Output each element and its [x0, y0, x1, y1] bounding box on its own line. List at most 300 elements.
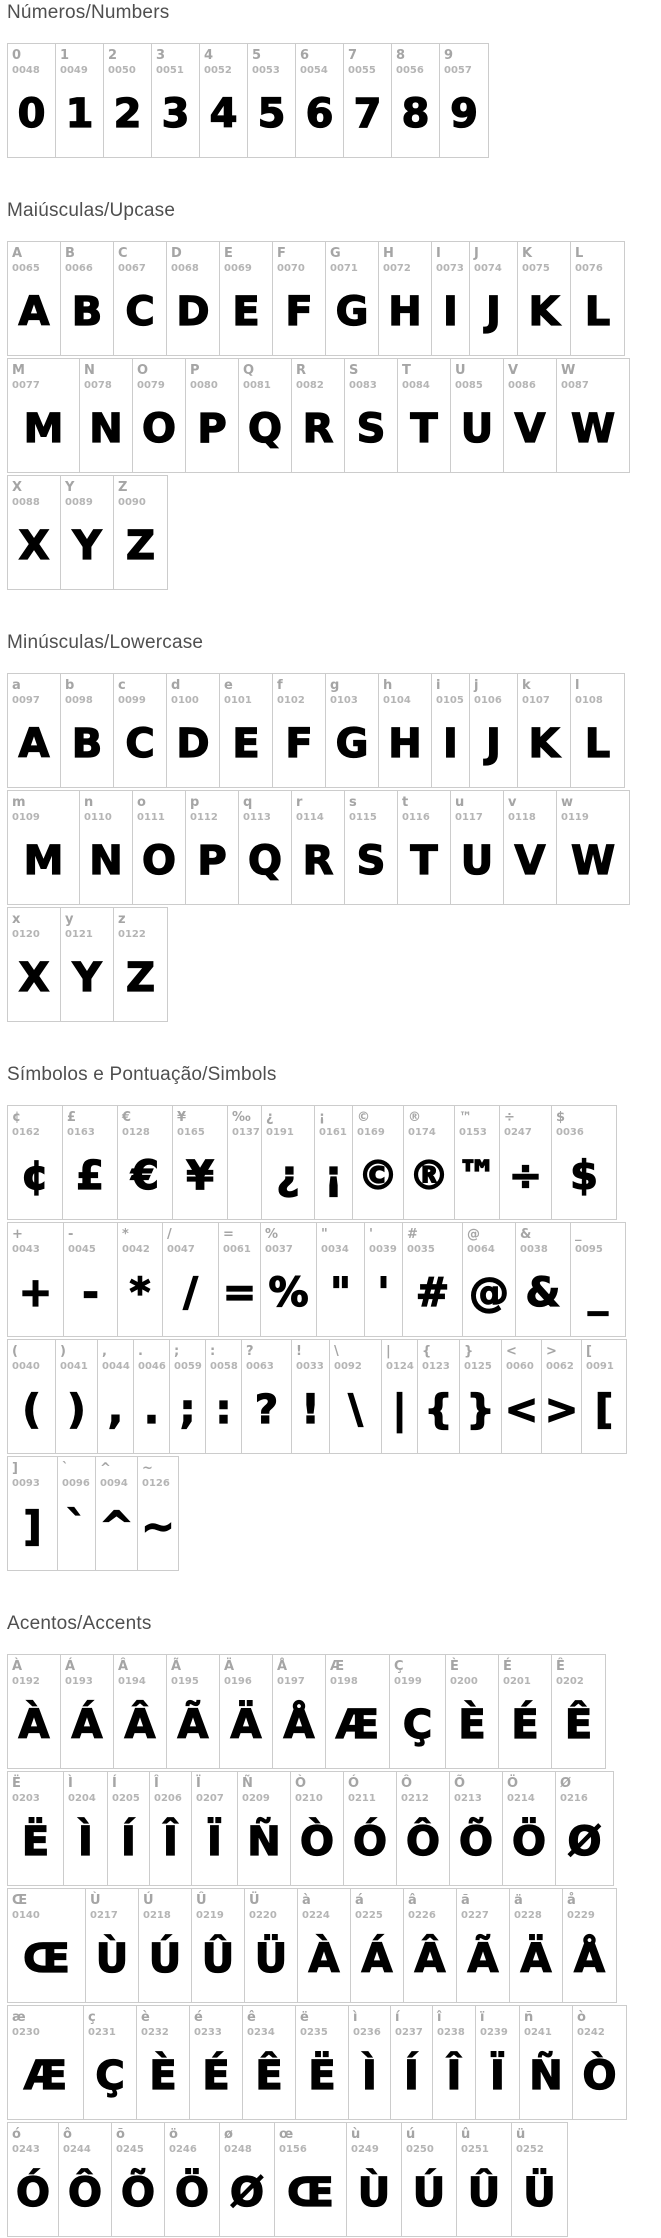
char-code: 0212 [401, 1793, 429, 1804]
charmap-uppercase [7, 241, 661, 590]
char-cell [8, 1655, 61, 1768]
char-code: 0107 [522, 695, 550, 706]
char-label: / [167, 1227, 172, 1242]
char-label: Ú [143, 1893, 154, 1908]
char-code: 0119 [561, 812, 589, 823]
char-label: ó [12, 2127, 21, 2142]
char-glyph: Ù [95, 1936, 129, 1982]
char-cell [510, 1889, 563, 2002]
char-code: 0137 [232, 1127, 260, 1138]
char-label: è [141, 2010, 150, 2025]
char-glyph: Í [121, 1819, 136, 1865]
char-label: ú [406, 2127, 416, 2142]
char-label: } [464, 1344, 474, 1359]
char-cell [518, 674, 571, 787]
char-cell [500, 1106, 552, 1219]
char-glyph: Ê [564, 1702, 593, 1748]
char-glyph: C [125, 721, 155, 767]
char-label: ? [246, 1344, 254, 1359]
char-glyph: ] [23, 1504, 42, 1550]
char-code: 0068 [171, 263, 199, 274]
char-cell [167, 674, 220, 787]
charmap-row [7, 673, 625, 788]
char-cell [8, 44, 56, 157]
char-glyph: S [356, 838, 386, 884]
char-code: 0098 [65, 695, 93, 706]
char-glyph: I [443, 289, 458, 335]
char-label: V [508, 363, 519, 378]
char-cell [8, 2123, 59, 2236]
char-code: 0128 [122, 1127, 150, 1138]
char-code: 0058 [210, 1361, 238, 1372]
char-label: õ [116, 2127, 125, 2142]
char-glyph: ¢ [21, 1153, 49, 1199]
char-glyph: % [268, 1270, 309, 1316]
char-label: R [296, 363, 307, 378]
char-glyph: A [18, 721, 50, 767]
char-label: Z [118, 480, 128, 495]
char-glyph: Œ [23, 1936, 70, 1982]
char-cell [291, 1772, 344, 1885]
char-code: 0213 [454, 1793, 482, 1804]
char-glyph: 0 [17, 91, 46, 137]
char-code: 0250 [406, 2144, 434, 2155]
section-accents [7, 1613, 661, 2237]
char-label: í [395, 2010, 400, 2025]
char-cell [379, 674, 432, 787]
char-label: Ü [249, 1893, 260, 1908]
char-label: : [210, 1344, 216, 1359]
char-label: | [386, 1344, 391, 1359]
char-cell [451, 359, 504, 472]
char-label: Ô [401, 1776, 413, 1791]
char-glyph: { [424, 1387, 453, 1433]
char-glyph: Ì [362, 2053, 377, 2099]
char-cell [150, 1772, 192, 1885]
char-glyph: ; [179, 1387, 196, 1433]
char-cell [504, 359, 557, 472]
char-cell [296, 44, 344, 157]
char-glyph: ® [409, 1153, 449, 1199]
char-label: B [65, 246, 75, 261]
char-code: 0093 [12, 1478, 40, 1489]
char-code: 0112 [190, 812, 218, 823]
char-cell [243, 2006, 296, 2119]
char-glyph: ) [67, 1387, 86, 1433]
char-cell [56, 1340, 98, 1453]
char-code: 0047 [167, 1244, 195, 1255]
char-glyph: ( [22, 1387, 41, 1433]
char-cell [353, 1106, 404, 1219]
char-glyph: 2 [113, 91, 142, 137]
char-code: 0085 [455, 380, 483, 391]
char-label: e [224, 678, 233, 693]
char-code: 0113 [243, 812, 271, 823]
char-glyph: L [584, 289, 611, 335]
char-glyph: Z [125, 523, 155, 569]
char-cell [219, 1223, 261, 1336]
char-glyph: 8 [401, 91, 430, 137]
char-glyph: Y [72, 523, 102, 569]
char-glyph: > [544, 1387, 579, 1433]
charmap-row [7, 1339, 627, 1454]
char-cell [542, 1340, 582, 1453]
char-cell [59, 2123, 112, 2236]
char-code: 0193 [65, 1676, 93, 1687]
char-glyph: È [149, 2053, 177, 2099]
char-cell [273, 674, 326, 787]
char-code: 0041 [60, 1361, 88, 1372]
char-glyph: Æ [335, 1702, 380, 1748]
char-glyph: [ [594, 1387, 614, 1433]
char-label: á [355, 1893, 364, 1908]
char-cell [349, 2006, 391, 2119]
char-label: ® [408, 1110, 421, 1125]
char-glyph: M [23, 406, 64, 452]
char-label: Œ [12, 1893, 28, 1908]
char-code: 0071 [330, 263, 358, 274]
char-label: ¥ [177, 1110, 187, 1125]
char-glyph: X [18, 523, 50, 569]
char-label: 6 [300, 48, 310, 63]
char-label: 1 [60, 48, 70, 63]
char-label: k [522, 678, 531, 693]
char-label: 3 [156, 48, 166, 63]
char-cell [418, 1340, 460, 1453]
char-cell [61, 242, 114, 355]
char-cell [8, 359, 80, 472]
char-glyph: I [443, 721, 458, 767]
char-label: s [349, 795, 357, 810]
char-label: 9 [444, 48, 454, 63]
char-code: 0191 [266, 1127, 294, 1138]
char-code: 0236 [353, 2027, 381, 2038]
char-cell [552, 1655, 605, 1768]
char-label: 0 [12, 48, 22, 63]
char-code: 0203 [12, 1793, 40, 1804]
char-code: 0111 [137, 812, 165, 823]
charmap-row [7, 1456, 179, 1571]
char-cell [457, 1889, 510, 2002]
char-code: 0216 [560, 1793, 588, 1804]
char-cell [8, 2006, 84, 2119]
char-label: ñ [524, 2010, 534, 2025]
char-cell [433, 2006, 476, 2119]
char-glyph: Ñ [247, 1819, 281, 1865]
char-code: 0156 [279, 2144, 307, 2155]
char-code: 0192 [12, 1676, 40, 1687]
char-label: ã [461, 1893, 470, 1908]
char-code: 0194 [118, 1676, 146, 1687]
char-cell [114, 1655, 167, 1768]
char-code: 0052 [204, 65, 232, 76]
char-glyph: K [528, 289, 560, 335]
char-glyph: N [89, 406, 123, 452]
char-cell [326, 242, 379, 355]
char-cell [139, 1889, 192, 2002]
char-cell [8, 476, 61, 589]
char-glyph: ¿ [276, 1153, 300, 1199]
char-glyph: D [176, 289, 210, 335]
char-code: 0092 [334, 1361, 362, 1372]
charmap-row [7, 358, 630, 473]
char-label: û [461, 2127, 471, 2142]
char-label: y [65, 912, 74, 927]
char-cell [345, 359, 398, 472]
char-code: 0228 [514, 1910, 542, 1921]
char-label: t [402, 795, 409, 810]
char-code: 0209 [242, 1793, 270, 1804]
char-cell [273, 1655, 326, 1768]
char-glyph: , [107, 1387, 124, 1433]
char-glyph: + [18, 1270, 53, 1316]
char-cell [96, 1457, 138, 1570]
char-label: S [349, 363, 359, 378]
section-title-numbers: Números/Numbers [7, 2, 170, 23]
char-label: Ñ [242, 1776, 253, 1791]
char-glyph: É [511, 1702, 539, 1748]
char-glyph: B [71, 721, 103, 767]
char-cell [248, 44, 296, 157]
charmap-symbols [7, 1105, 661, 1571]
char-glyph: Æ [23, 2053, 68, 2099]
char-code: 0126 [142, 1478, 170, 1489]
char-cell [8, 1889, 86, 2002]
char-cell [476, 2006, 520, 2119]
char-glyph: E [232, 721, 260, 767]
char-label: D [171, 246, 182, 261]
char-glyph: Å [574, 1936, 605, 1982]
char-glyph: Ü [254, 1936, 288, 1982]
char-label: H [383, 246, 394, 261]
char-code: 0234 [247, 2027, 275, 2038]
char-label: ¢ [12, 1110, 22, 1125]
char-label: j [474, 678, 479, 693]
char-label: O [137, 363, 149, 378]
char-cell [8, 1106, 63, 1219]
charmap-row [7, 475, 168, 590]
char-glyph: Û [467, 2170, 501, 2216]
char-cell [238, 1772, 291, 1885]
char-glyph: P [197, 838, 227, 884]
char-code: 0079 [137, 380, 165, 391]
char-glyph: E [232, 289, 260, 335]
char-label: É [503, 1659, 512, 1674]
char-cell [326, 674, 379, 787]
char-cell [137, 2006, 190, 2119]
char-code: 0074 [474, 263, 502, 274]
char-code: 0115 [349, 812, 377, 823]
char-cell [192, 1889, 245, 2002]
char-glyph: J [486, 289, 501, 335]
char-glyph: ~ [141, 1504, 175, 1550]
char-cell [134, 1340, 170, 1453]
char-label: € [122, 1110, 132, 1125]
char-label: à [302, 1893, 311, 1908]
char-glyph: Ü [523, 2170, 556, 2216]
char-glyph: Ø [229, 2170, 264, 2216]
char-label: T [402, 363, 411, 378]
char-glyph: R [302, 838, 334, 884]
char-label: < [506, 1344, 517, 1359]
char-cell [163, 1223, 219, 1336]
char-glyph: . [143, 1387, 160, 1433]
char-glyph: Ø [567, 1819, 602, 1865]
char-label: ! [296, 1344, 302, 1359]
char-code: 0202 [556, 1676, 584, 1687]
char-label: é [194, 2010, 203, 2025]
char-code: 0225 [355, 1910, 383, 1921]
char-cell [518, 242, 571, 355]
char-glyph: Å [283, 1702, 315, 1748]
char-code: 0124 [386, 1361, 414, 1372]
char-cell [114, 674, 167, 787]
char-label: o [137, 795, 146, 810]
char-label: 7 [348, 48, 358, 63]
char-glyph: } [466, 1387, 495, 1433]
char-label: È [450, 1659, 459, 1674]
char-cell [296, 2006, 349, 2119]
char-code: 0174 [408, 1127, 436, 1138]
char-label: F [277, 246, 286, 261]
char-glyph: M [23, 838, 64, 884]
char-code: 0230 [12, 2027, 40, 2038]
char-cell [432, 242, 470, 355]
char-cell [114, 908, 167, 1021]
char-label: Ø [560, 1776, 572, 1791]
char-label: E [224, 246, 233, 261]
char-glyph: W [570, 406, 616, 452]
char-label: ê [247, 2010, 256, 2025]
char-glyph: & [525, 1270, 561, 1316]
char-code: 0082 [296, 380, 324, 391]
char-cell [552, 1106, 616, 1219]
char-label: ù [351, 2127, 361, 2142]
char-glyph: Â [414, 1936, 446, 1982]
char-code: 0054 [300, 65, 328, 76]
char-cell [242, 1340, 292, 1453]
char-code: 0108 [575, 695, 603, 706]
char-label: ; [174, 1344, 180, 1359]
char-code: 0099 [118, 695, 146, 706]
char-cell [317, 1223, 365, 1336]
char-cell [345, 791, 398, 904]
char-label: æ [12, 2010, 26, 2025]
char-code: 0162 [12, 1127, 40, 1138]
char-glyph: ¡ [324, 1153, 343, 1199]
char-code: 0087 [561, 380, 589, 391]
char-cell [56, 44, 104, 157]
char-label: 4 [204, 48, 214, 63]
char-label: 8 [396, 48, 406, 63]
charmap-accents [7, 1654, 661, 2237]
char-cell [61, 674, 114, 787]
char-code: 0241 [524, 2027, 552, 2038]
char-code: 0067 [118, 263, 146, 274]
char-label: i [436, 678, 441, 693]
char-label: ä [514, 1893, 523, 1908]
char-cell [403, 1223, 463, 1336]
char-code: 0101 [224, 695, 252, 706]
char-label: ‰ [232, 1110, 251, 1125]
char-code: 0226 [408, 1910, 436, 1921]
char-glyph: ? [254, 1387, 279, 1433]
char-cell [292, 1340, 330, 1453]
char-glyph: N [89, 838, 123, 884]
char-cell [582, 1340, 626, 1453]
charmap-row [7, 907, 168, 1022]
char-glyph: B [71, 289, 103, 335]
char-code: 0210 [295, 1793, 323, 1804]
char-glyph: Ú [412, 2170, 446, 2216]
char-glyph: ™ [457, 1153, 497, 1199]
char-code: 0036 [556, 1127, 584, 1138]
char-cell [463, 1223, 516, 1336]
charmap-lowercase [7, 673, 661, 1022]
section-title-symbols: Símbolos e Pontuação/Simbols [7, 1064, 277, 1085]
char-code: 0102 [277, 695, 305, 706]
char-cell [351, 1889, 404, 2002]
char-label: 2 [108, 48, 118, 63]
char-cell [64, 1223, 118, 1336]
charmap-row [7, 1771, 614, 1886]
char-label: - [68, 1227, 74, 1242]
char-label: ö [169, 2127, 178, 2142]
char-label: & [520, 1227, 532, 1242]
char-label: M [12, 363, 25, 378]
char-label: œ [279, 2127, 294, 2142]
char-glyph: Î [446, 2053, 462, 2099]
char-code: 0235 [300, 2027, 328, 2038]
char-glyph: ' [377, 1270, 390, 1316]
char-code: 0042 [122, 1244, 150, 1255]
char-glyph: Z [125, 955, 155, 1001]
char-code: 0050 [108, 65, 136, 76]
char-code: 0109 [12, 812, 40, 823]
char-label: G [330, 246, 341, 261]
char-label: J [474, 246, 479, 261]
char-glyph: - [82, 1270, 99, 1316]
char-cell [432, 674, 470, 787]
char-code: 0061 [223, 1244, 251, 1255]
char-code: 0205 [112, 1793, 140, 1804]
char-glyph: Q [247, 406, 282, 452]
char-label: ^ [100, 1461, 111, 1476]
char-cell [152, 44, 200, 157]
charmap-row [7, 2122, 568, 2237]
char-glyph: $ [570, 1153, 598, 1199]
char-code: 0239 [480, 2027, 508, 2038]
char-cell [8, 908, 61, 1021]
char-label: @ [467, 1227, 480, 1242]
char-label: % [265, 1227, 279, 1242]
char-cell [262, 1106, 315, 1219]
char-cell [63, 1106, 118, 1219]
char-code: 0033 [296, 1361, 324, 1372]
char-cell [557, 791, 629, 904]
char-code: 0048 [12, 65, 40, 76]
char-cell [503, 1772, 556, 1885]
char-label: Å [277, 1659, 288, 1674]
char-cell [404, 1106, 455, 1219]
char-glyph: \ [348, 1387, 363, 1433]
char-label: b [65, 678, 75, 693]
char-glyph: Ô [67, 2170, 102, 2216]
char-label: = [223, 1227, 234, 1242]
char-label: r [296, 795, 303, 810]
char-cell [220, 1655, 273, 1768]
char-code: 0044 [102, 1361, 130, 1372]
